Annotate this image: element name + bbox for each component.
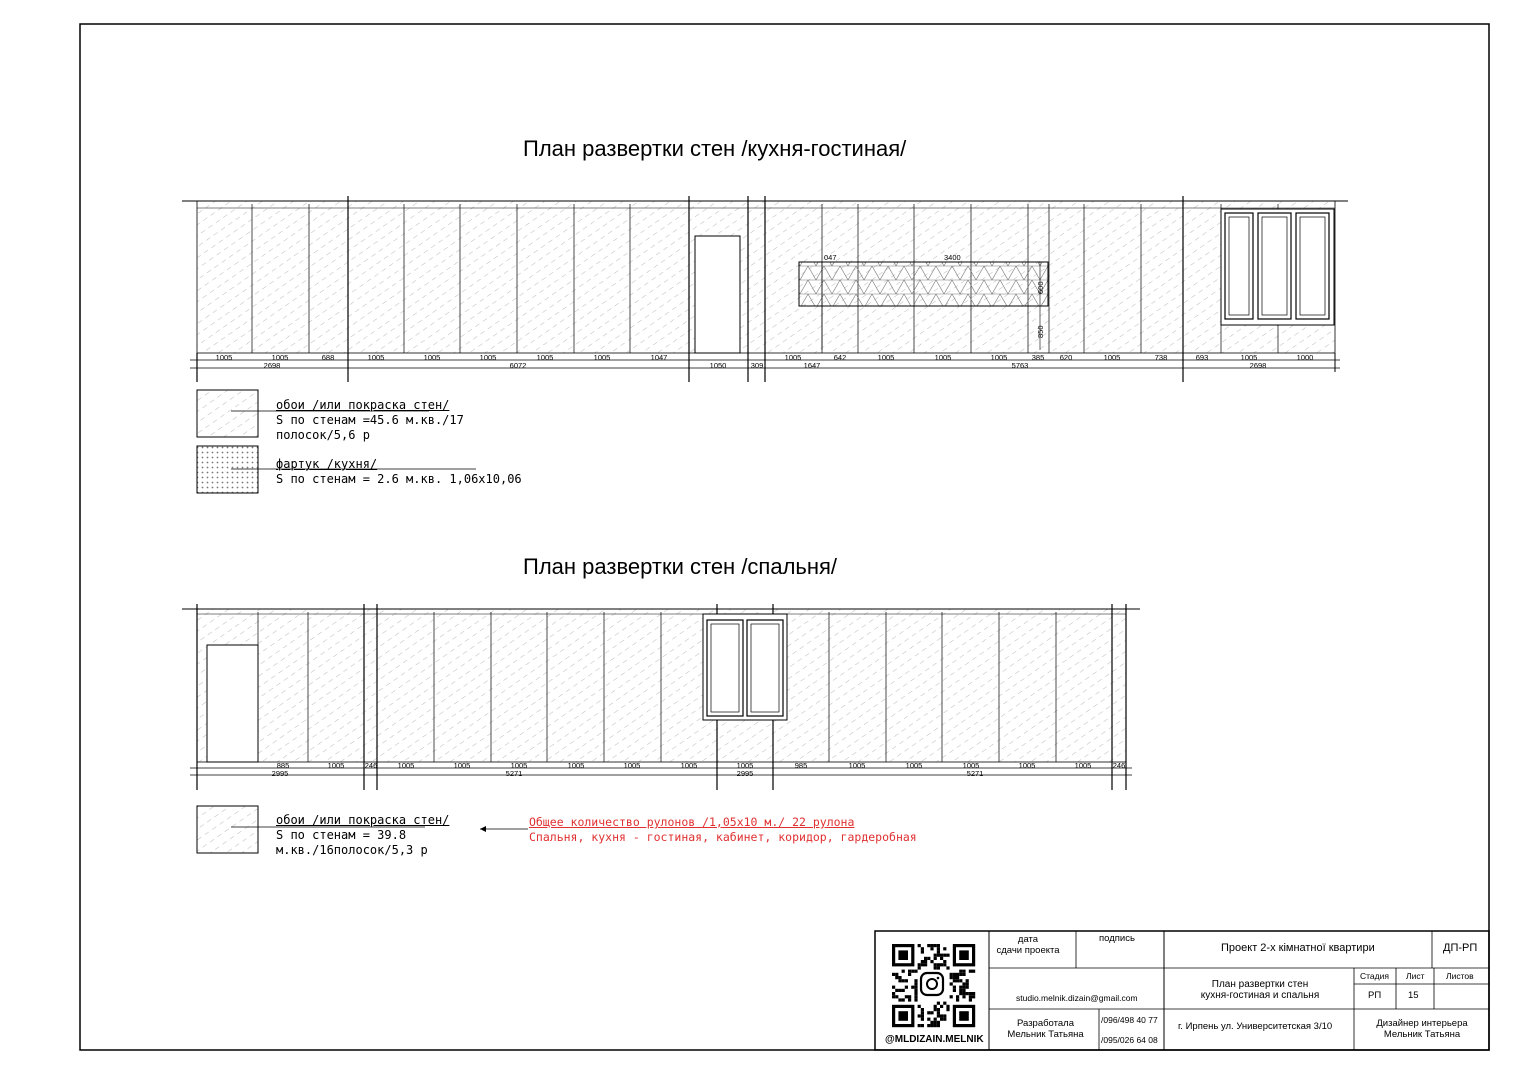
b-dim1-3: 1005 [397, 761, 415, 770]
kitchen-doorway [695, 236, 740, 353]
b-dim2-1: 5271 [505, 769, 523, 778]
k-dim2-2: 1050 [709, 361, 727, 370]
k-dim1-13: 1005 [990, 353, 1008, 362]
b-dim1-0: 885 [276, 761, 290, 770]
b-dim1-11: 1005 [848, 761, 866, 770]
b-dim2-3: 5271 [966, 769, 984, 778]
k-dim2-3: 309 [750, 361, 764, 370]
k-dim1-9: 1005 [784, 353, 802, 362]
b-dim1-7: 1005 [623, 761, 641, 770]
kitchen-apron [799, 262, 1048, 306]
stage-label: Стадия [1360, 971, 1389, 981]
apron-dim-width: 3400 [944, 253, 961, 262]
b-dim1-5: 1005 [510, 761, 528, 770]
k-dim1-8: 1047 [650, 353, 668, 362]
b-dim1-6: 1005 [567, 761, 585, 770]
legend-bedroom-wallpaper-title: обои /или покраска стен/ [276, 813, 450, 827]
k-dim1-2: 688 [321, 353, 335, 362]
rolls-note [529, 815, 917, 845]
apron-dim-height-a: 600 [1036, 281, 1045, 294]
date-label: дата сдачи проекта [996, 934, 1060, 956]
bedroom-elevation [182, 604, 1140, 790]
legend-apron-swatch [197, 446, 258, 493]
k-dim1-17: 738 [1154, 353, 1168, 362]
kitchen-elevation [182, 196, 1348, 382]
studio-email: studio.melnik.dizain@gmail.com [1016, 993, 1138, 1003]
legend-wallpaper-swatch [197, 390, 258, 437]
k-dim1-12: 1005 [934, 353, 952, 362]
b-dim1-15: 1005 [1074, 761, 1092, 770]
stage-value: РП [1368, 990, 1382, 1001]
developed-label: Разработала [1017, 1018, 1074, 1029]
rolls-note-line1: Общее количество рулонов /1,05х10 м./ 22 рулона [529, 815, 855, 829]
designer-name: Мельник Татьяна [1383, 1029, 1461, 1040]
b-dim1-9: 1005 [736, 761, 754, 770]
b-dim1-12: 1005 [905, 761, 923, 770]
k-dim1-5: 1005 [479, 353, 497, 362]
b-dim1-4: 1005 [453, 761, 471, 770]
k-dim1-10: 642 [833, 353, 847, 362]
drawing-title: План развертки стен кухня-гостиная и спальня [1200, 979, 1320, 1001]
designer-label: Дизайнер интерьера [1376, 1018, 1468, 1029]
legend-kitchen-wallpaper [276, 398, 464, 443]
developer-name: Мельник Татьяна [1007, 1029, 1084, 1040]
b-dim1-14: 1005 [1018, 761, 1036, 770]
k-dim2-6: 2698 [1249, 361, 1267, 370]
k-dim1-20: 1000 [1296, 353, 1314, 362]
k-dim1-16: 1005 [1103, 353, 1121, 362]
legend-bedroom-wallpaper-strips: м.кв./16полосок/5,3 р [276, 843, 428, 857]
project-address: г. Ирпень ул. Университетская 3/10 [1178, 1021, 1333, 1032]
rolls-note-line2: Спальня, кухня - гостиная, кабинет, коридор, гардеробная [529, 830, 917, 844]
k-dim1-1: 1005 [271, 353, 289, 362]
legend-bedroom-wallpaper-area: S по стенам = 39.8 [276, 828, 407, 842]
b-dim1-16: 246 [1112, 761, 1126, 770]
k-dim1-19: 1005 [1240, 353, 1258, 362]
k-dim2-4: 1647 [803, 361, 821, 370]
k-dim1-14: 385 [1031, 353, 1045, 362]
apron-dim-left: 047 [824, 253, 837, 262]
sheets-label: Листов [1446, 971, 1474, 981]
phone-2: /095/026 64 08 [1101, 1035, 1158, 1045]
kitchen-window [1221, 209, 1334, 325]
project-code: ДП-РП [1443, 942, 1478, 954]
sheet-value: 15 [1408, 990, 1419, 1001]
bedroom-dims-row2 [272, 769, 984, 778]
b-dim1-10: 985 [794, 761, 808, 770]
b-dim1-2: 246 [364, 761, 378, 770]
legend-kitchen-apron [276, 457, 522, 487]
legend-kitchen-wallpaper-area: S по стенам =45.6 м.кв./17 [276, 413, 464, 427]
k-dim1-7: 1005 [593, 353, 611, 362]
b-dim2-0: 2995 [271, 769, 289, 778]
k-dim1-4: 1005 [423, 353, 441, 362]
kitchen-title: План развертки стен /кухня-гостиная/ [523, 136, 907, 161]
k-dim1-18: 693 [1195, 353, 1209, 362]
b-dim2-2: 2995 [736, 769, 754, 778]
k-dim1-0: 1005 [215, 353, 233, 362]
k-dim1-3: 1005 [367, 353, 385, 362]
legend-apron-title: фартук /кухня/ [276, 457, 378, 471]
instagram-handle: @MLDIZAIN.MELNIK [885, 1034, 984, 1045]
k-dim1-15: 620 [1059, 353, 1073, 362]
k-dim1-11: 1005 [877, 353, 895, 362]
k-dim2-5: 5763 [1011, 361, 1029, 370]
k-dim1-6: 1005 [536, 353, 554, 362]
k-dim2-1: 6072 [509, 361, 527, 370]
project-name: Проект 2-х кімнатної квартири [1221, 942, 1375, 954]
phone-1: /096/498 40 77 [1101, 1015, 1158, 1025]
legend-bedroom-swatch [197, 806, 258, 853]
b-dim1-13: 1005 [962, 761, 980, 770]
b-dim1-8: 1005 [680, 761, 698, 770]
bedroom-window [703, 614, 787, 720]
bedroom-title: План развертки стен /спальня/ [523, 554, 838, 579]
legend-apron-area: S по стенам = 2.6 м.кв. 1,06х10,06 [276, 472, 522, 486]
instagram-icon [921, 973, 943, 995]
legend-kitchen-wallpaper-strips: полосок/5,6 р [276, 428, 370, 442]
legend-bedroom-wallpaper [276, 813, 449, 858]
kitchen-wall-area [197, 201, 1335, 353]
signature-label: подпись [1099, 933, 1135, 944]
legend-kitchen-wallpaper-title: обои /или покраска стен/ [276, 398, 450, 412]
bedroom-wall-area [197, 609, 1126, 762]
b-dim1-1: 1005 [327, 761, 345, 770]
k-dim2-0: 2698 [263, 361, 281, 370]
sheet-frame [80, 24, 1489, 1050]
sheet-label: Лист [1406, 971, 1425, 981]
apron-dim-height-b: 850 [1036, 325, 1045, 338]
bedroom-doorway [207, 645, 258, 762]
